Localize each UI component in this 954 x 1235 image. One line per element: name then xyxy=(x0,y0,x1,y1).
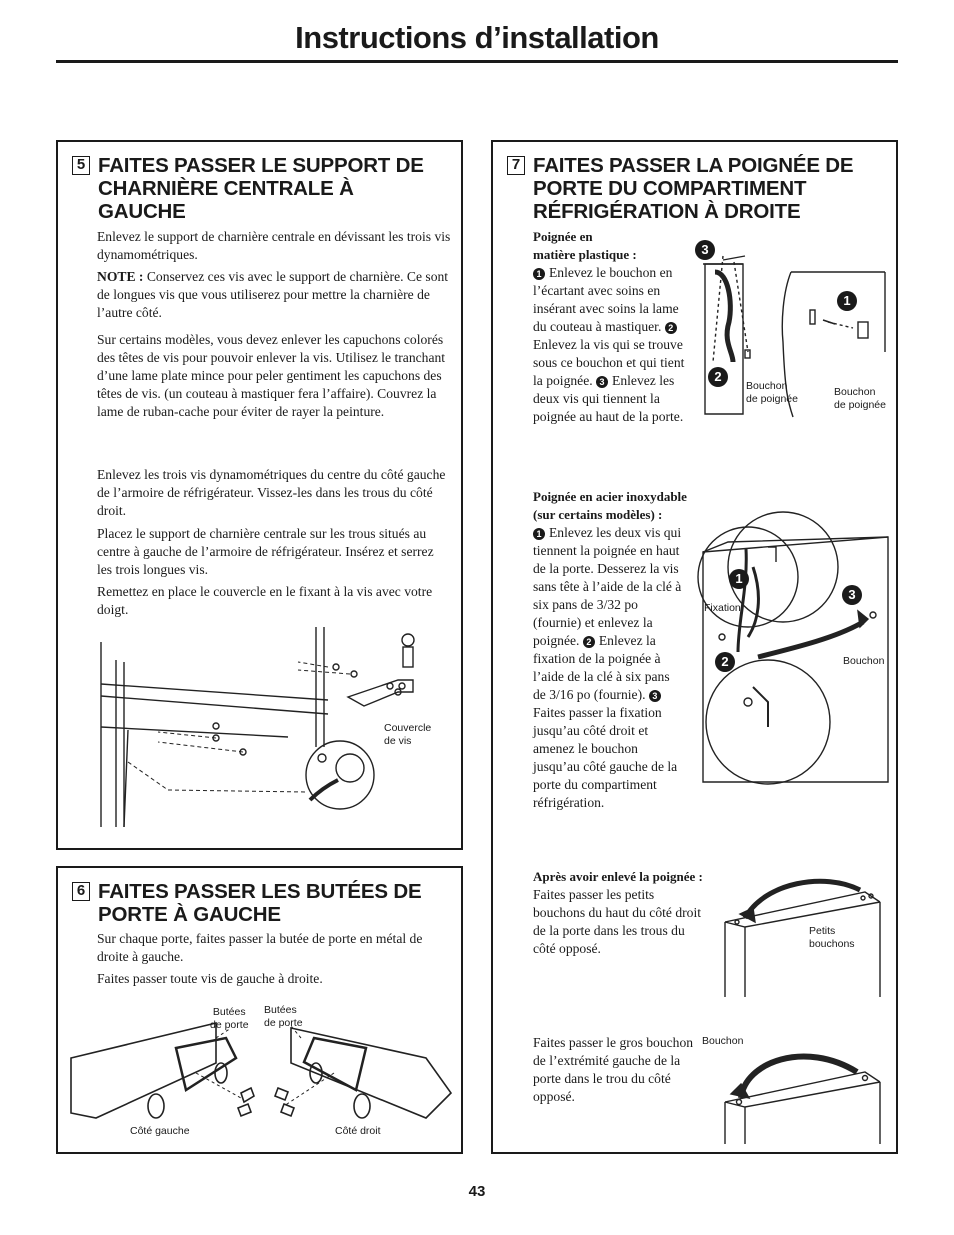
steel-handle-label: Poignée en acier inoxydable (sur certains modèles) : xyxy=(533,489,687,522)
step-7-number: 7 xyxy=(507,156,525,175)
step-7-panel xyxy=(491,140,898,1154)
handle-plug-caption-b: Bouchon de poignée xyxy=(834,386,886,411)
plastic-step-2-badge: 2 xyxy=(708,367,728,387)
plastic-step-3-badge: 3 xyxy=(695,240,715,260)
door-stops-caption-right: Butées de porte xyxy=(264,1004,303,1029)
step-6-title: FAITES PASSER LES BUTÉES DE PORTE À GAUCHE xyxy=(98,880,422,926)
title-rule xyxy=(56,60,898,63)
plug-caption-steel: Bouchon xyxy=(843,655,885,667)
handle-plug-caption-a: Bouchon de poignée xyxy=(746,380,798,405)
step-5-title: FAITES PASSER LE SUPPORT DE CHARNIÈRE CENTRALE À GAUCHE xyxy=(98,154,424,223)
right-side-caption: Côté droit xyxy=(335,1125,381,1137)
step-5-paragraph-1: Enlevez le support de charnière centrale en dévissant les trois vis dynamométriques. xyxy=(97,229,451,262)
step-6-number: 6 xyxy=(72,882,90,901)
step-6-paragraph-1: Sur chaque porte, faites passer la butée de porte en métal de droite à gauche. xyxy=(97,931,423,964)
step-5-header xyxy=(72,154,451,223)
step-5-paragraph-4: Enlevez les trois vis dynamométriques du centre du côté gauche de l’armoire de réfrigérateur. Vissez-les dans les trous du côté droit. xyxy=(97,467,446,518)
steel-step-2-badge: 2 xyxy=(715,652,735,672)
steel-marker-1: 1 xyxy=(533,528,545,540)
step-7-header xyxy=(507,154,886,223)
large-plug-illustration xyxy=(715,1042,890,1146)
fixation-caption: Fixation xyxy=(704,602,741,614)
door-stops-caption-left: Butées de porte xyxy=(210,1006,249,1031)
step-6-panel xyxy=(56,866,463,1154)
screw-cover-caption: Couvercle de vis xyxy=(384,722,432,747)
step-5-panel xyxy=(56,140,463,850)
after-removal-paragraph: Après avoir enlevé la poignée : Faites passer les petits bouchons du haut du côté droit de la porte dans les trous du côté opposé. xyxy=(533,869,703,956)
step-6-paragraph-2: Faites passer toute vis de gauche à droite. xyxy=(97,971,323,986)
note-text: Conservez ces vis avec le support de charnière. Ce sont de longues vis que vous utiliserez pour mettre la charnière de l’autre côté. xyxy=(97,269,449,320)
page-title: Instructions d’installation xyxy=(295,20,659,55)
small-plugs-illustration xyxy=(715,862,890,1002)
step-5-paragraph-6: Remettez en place le couvercle en le fixant à la vis avec votre doigt. xyxy=(97,584,433,617)
step-5-paragraph-5: Placez le support de charnière centrale sur les trous situés au centre à gauche de l’armoire de réfrigérateur. Insérez et serrez les trois longues vis. xyxy=(97,526,434,577)
steel-step-1-badge: 1 xyxy=(729,569,749,589)
step-6-header xyxy=(72,880,451,926)
large-plug-paragraph: Faites passer le gros bouchon de l’extrémité gauche de la porte dans le trou du côté opposé. xyxy=(533,1035,694,1104)
steel-step-3-badge: 3 xyxy=(842,585,862,605)
step-marker-2: 2 xyxy=(665,322,677,334)
plastic-handle-steps: 1 Enlevez le bouchon en l’écartant avec soins en insérant avec soins la lame du couteau à mastiquer. 2Enlevez la vis qui se trouve sous ce bouchon et qui tient la poignée. 3 Enlevez les deux vis qui tiennent la poignée au haut de la porte. xyxy=(533,265,685,424)
steel-marker-2: 2 xyxy=(583,636,595,648)
door-stops-illustration xyxy=(66,1018,456,1138)
plastic-handle-illustration xyxy=(693,242,893,442)
steel-marker-3: 3 xyxy=(649,690,661,702)
after-removal-label: Après avoir enlevé la poignée : xyxy=(533,869,703,884)
step-marker-3: 3 xyxy=(596,376,608,388)
plastic-handle-label: Poignée en matière plastique : xyxy=(533,229,637,262)
step-7-title: FAITES PASSER LA POIGNÉE DE PORTE DU COMPARTIMENT RÉFRIGÉRATION À DROITE xyxy=(533,154,854,223)
plastic-step-1-badge: 1 xyxy=(837,291,857,311)
steel-handle-steps: 1 Enlevez les deux vis qui tiennent la poignée en haut de la porte. Desserez la vis sans tête à l’aide de la clé à six pans de 3/32 po (fournie) et enlevez la poignée. 2 Enlevez la fixation de la poignée à l’aide de la clé à six pans de 3/16 po (fournie). 3Faites passer la fixation jusqu’au côté droit et amenez le bouchon jusqu’au côté gauche de la porte du compartiment réfrigération. xyxy=(533,525,682,810)
small-plugs-caption: Petits bouchons xyxy=(809,925,855,950)
step-5-number: 5 xyxy=(72,156,90,175)
note-label: NOTE : xyxy=(97,269,144,284)
step-5-paragraph-3: Sur certains modèles, vous devez enlever les capuchons colorés des têtes de vis pour pouvoir enlever la vis. Utilisez le tranchant d’une lame plate mince pour peler gentiment les capuchons des têtes de vis. (un couteau à mastiquer fera l’affaire). Couvrez la lame de ruban-cache pour éviter de rayer la peinture. xyxy=(97,332,446,419)
page-number: 43 xyxy=(468,1183,486,1200)
large-plug-caption: Bouchon xyxy=(702,1035,744,1047)
step-marker-1: 1 xyxy=(533,268,545,280)
left-side-caption: Côté gauche xyxy=(130,1125,190,1137)
step-5-note xyxy=(97,268,453,322)
